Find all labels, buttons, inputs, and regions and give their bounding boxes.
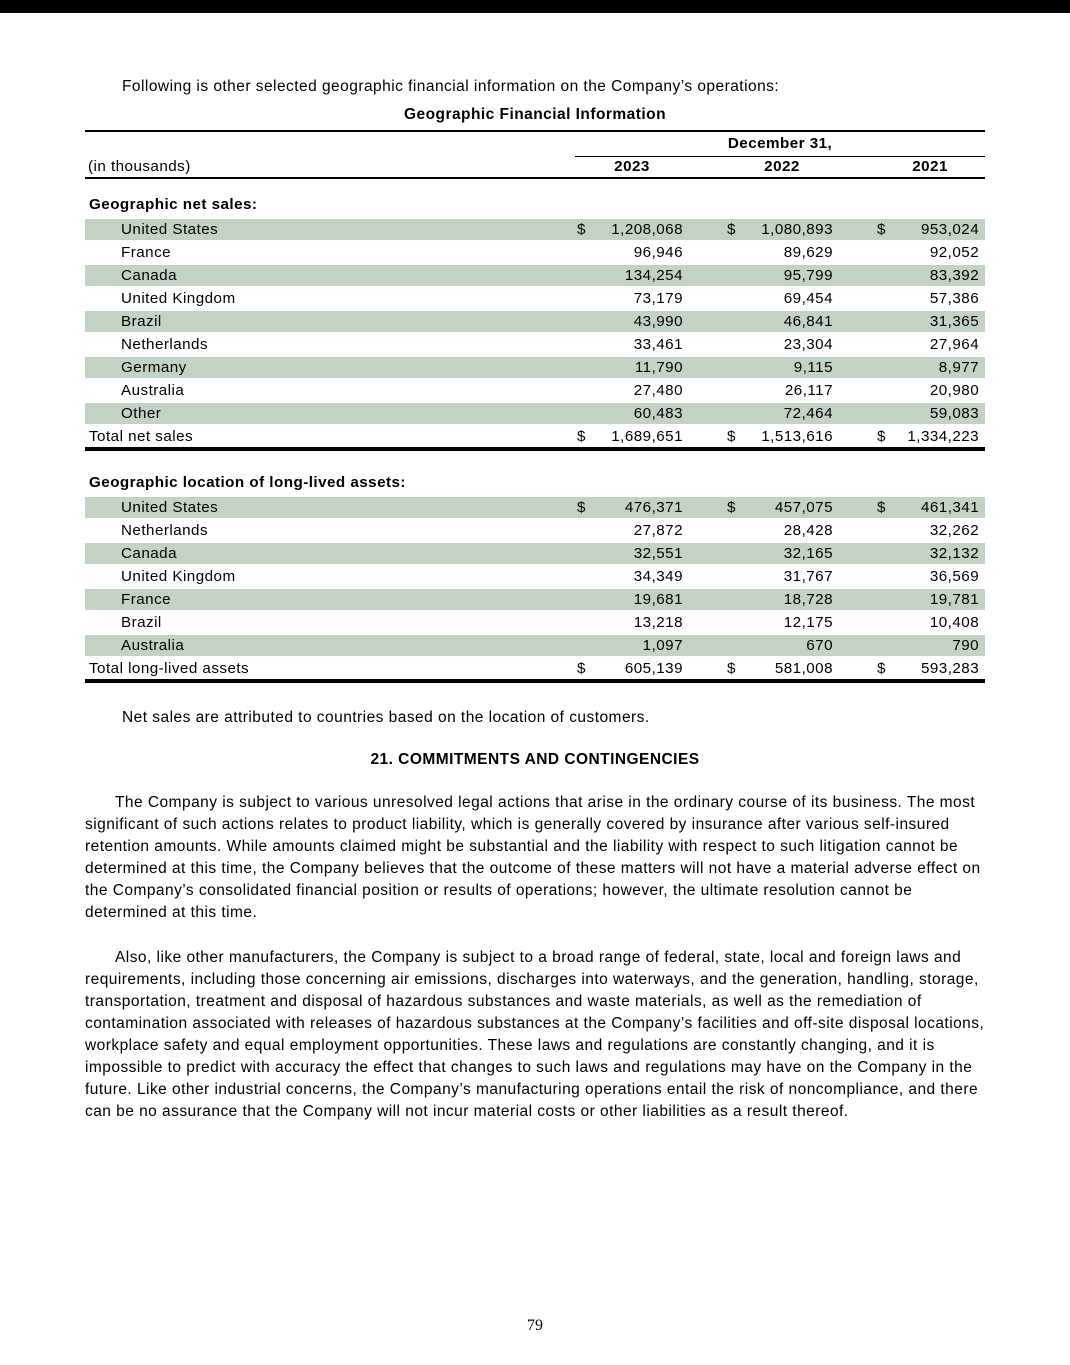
value-cell: 13,218: [633, 614, 683, 631]
dollar-sign-cell: [875, 542, 897, 565]
value-cell: 69,454: [783, 290, 833, 307]
dollar-sign-cell: [725, 402, 747, 425]
paragraph-1: The Company is subject to various unresolved legal actions that arise in the ordinary course of its business. The most significant of such actions relates to product liability, which is generally covered by insurance after various self-insured retention amounts. While amounts claimed might be substantial and the liability with respect to such litigation cannot be determined at this time, the Company believes that the outcome of these matters will not have a material adverse effect on the Company’s consolidated financial position or results of operations; however, the ultimate resolution cannot be determined at this time.: [85, 794, 981, 921]
total-row: [85, 425, 985, 449]
dollar-sign-cell: $: [575, 218, 597, 241]
gap-cell: [689, 657, 725, 681]
table-row: [85, 542, 985, 565]
row-label: Germany: [85, 356, 575, 379]
dollar-sign-cell: [725, 542, 747, 565]
dollar-sign-cell: [725, 611, 747, 634]
value-cell: 1,334,223: [897, 425, 985, 449]
dollar-sign-cell: [875, 310, 897, 333]
dollar-sign-cell: [725, 519, 747, 542]
gap-cell: [689, 379, 725, 402]
dollar-sign-cell: [875, 565, 897, 588]
value-cell: 34,349: [633, 568, 683, 585]
value-cell: 32,262: [929, 522, 980, 539]
value-cell: 73,179: [633, 290, 683, 307]
value-cell: 57,386: [929, 290, 980, 307]
empty-header-cell: [85, 131, 575, 156]
value-cell: 8,977: [897, 356, 985, 379]
gap-cell: [839, 333, 875, 356]
dollar-sign-cell: [725, 634, 747, 657]
value-cell: 790: [897, 634, 985, 657]
value-cell: 43,990: [597, 310, 689, 333]
section-label: Geographic location of long-lived assets:: [89, 474, 406, 491]
row-label: Netherlands: [121, 336, 209, 353]
dollar-sign-cell: [875, 634, 897, 657]
gap-cell: [839, 241, 875, 264]
value-cell: 20,980: [929, 382, 980, 399]
dollar-sign-cell: [875, 241, 897, 264]
value-cell: 461,341: [897, 496, 985, 519]
dollar-sign-cell: [875, 402, 897, 425]
value-cell: 27,872: [633, 522, 683, 539]
value-cell: 83,392: [897, 264, 985, 287]
intro-text: Following is other selected geographic financial information on the Company’s operations:: [122, 78, 780, 95]
year-header-2023: 2023: [575, 156, 689, 178]
dollar-sign-cell: $: [575, 496, 597, 519]
gap-cell: [689, 218, 725, 241]
dollar-sign-cell: [575, 565, 597, 588]
row-label: Canada: [85, 542, 575, 565]
gap-cell: [689, 565, 725, 588]
dollar-sign-cell: $: [875, 218, 897, 241]
gap-cell: [689, 425, 725, 449]
value-cell: 72,464: [747, 402, 839, 425]
table-row: [85, 402, 985, 425]
gap-cell: [839, 264, 875, 287]
value-cell: 953,024: [897, 218, 985, 241]
gap-cell: [689, 542, 725, 565]
dollar-sign-cell: [725, 333, 747, 356]
dollar-sign-cell: [875, 356, 897, 379]
dollar-sign-cell: [575, 379, 597, 402]
value-cell: 32,551: [597, 542, 689, 565]
spacer-cell: [85, 178, 985, 191]
table-row: [85, 310, 985, 333]
gap-cell: [689, 333, 725, 356]
gap-cell: [689, 287, 725, 310]
table-row: [85, 519, 985, 542]
value-cell: 670: [747, 634, 839, 657]
paragraph-2: Also, like other manufacturers, the Company is subject to a broad range of federal, state, local and foreign laws and requirements, including those concerning air emissions, discharges into waterways, and the generation, handling, storage, transportation, treatment and disposal of hazardous substances and waste materials, as well as the remediation of contamination associated with releases of hazardous substances at the Company’s facilities and off-site disposal locations, workplace safety and equal employment opportunities. These laws and regulations are constantly changing, and it is impossible to predict with accuracy the effect that changes to such laws and regulations may have on the Company in the future. Like other industrial concerns, the Company’s manufacturing operations entail the risk of noncompliance, and there can be no assurance that the Company will not incur material costs or other liabilities as a result thereof.: [85, 949, 985, 1120]
value-cell: 476,371: [597, 496, 689, 519]
table-row: [85, 287, 985, 310]
value-cell: 593,283: [897, 657, 985, 681]
gap-cell: [689, 156, 725, 178]
gap-cell: [839, 565, 875, 588]
value-cell: 32,132: [897, 542, 985, 565]
gap-cell: [839, 287, 875, 310]
dollar-sign-cell: [575, 287, 597, 310]
table-row: [85, 634, 985, 657]
gap-cell: [689, 402, 725, 425]
row-label: France: [121, 244, 172, 261]
value-cell: 1,689,651: [597, 425, 689, 449]
value-cell: 28,428: [783, 522, 833, 539]
dollar-sign-cell: $: [725, 657, 747, 681]
dollar-sign-cell: [725, 379, 747, 402]
value-cell: 457,075: [747, 496, 839, 519]
row-label: Brazil: [121, 614, 162, 631]
table-row: [85, 241, 985, 264]
gap-cell: [839, 218, 875, 241]
gap-cell: [839, 379, 875, 402]
value-cell: 605,139: [597, 657, 689, 681]
dollar-sign-cell: $: [575, 425, 597, 449]
gap-cell: [839, 356, 875, 379]
section-label-row: [85, 469, 985, 496]
dollar-sign-cell: [575, 402, 597, 425]
dollar-sign-cell: [575, 634, 597, 657]
gap-cell: [689, 588, 725, 611]
section-heading: 21. COMMITMENTS AND CONTINGENCIES: [370, 751, 700, 768]
value-cell: 10,408: [929, 614, 980, 631]
value-cell: 31,767: [783, 568, 833, 585]
value-cell: 581,008: [747, 657, 839, 681]
value-cell: 95,799: [747, 264, 839, 287]
year-header-2021: 2021: [875, 156, 985, 178]
gap-cell: [689, 496, 725, 519]
value-cell: 19,781: [897, 588, 985, 611]
dollar-sign-cell: $: [875, 496, 897, 519]
gap-cell: [839, 657, 875, 681]
row-label: United Kingdom: [121, 290, 236, 307]
spacer-row: [85, 449, 985, 469]
dollar-sign-cell: [725, 264, 747, 287]
dollar-sign-cell: [875, 333, 897, 356]
table-row: [85, 218, 985, 241]
value-cell: 134,254: [597, 264, 689, 287]
gap-cell: [689, 519, 725, 542]
dollar-sign-cell: [875, 264, 897, 287]
gap-cell: [839, 496, 875, 519]
gap-cell: [839, 634, 875, 657]
row-label: Australia: [85, 634, 575, 657]
dollar-sign-cell: [575, 356, 597, 379]
geographic-financial-table: [85, 130, 985, 683]
dollar-sign-cell: [725, 241, 747, 264]
value-cell: 1,513,616: [747, 425, 839, 449]
table-years-header-row: [85, 156, 985, 178]
note-text: Net sales are attributed to countries based on the location of customers.: [122, 709, 650, 726]
value-cell: 32,165: [747, 542, 839, 565]
dollar-sign-cell: [575, 542, 597, 565]
gap-cell: [839, 519, 875, 542]
dollar-sign-cell: $: [725, 425, 747, 449]
table-row: [85, 264, 985, 287]
gap-cell: [839, 310, 875, 333]
page-content: [0, 78, 1070, 1123]
dollar-sign-cell: [575, 611, 597, 634]
value-cell: 89,629: [783, 244, 833, 261]
gap-cell: [689, 634, 725, 657]
gap-cell: [689, 611, 725, 634]
value-cell: 26,117: [784, 382, 833, 399]
value-cell: 36,569: [929, 568, 980, 585]
value-cell: 33,461: [633, 336, 683, 353]
table-row: [85, 379, 985, 402]
total-label: Total long-lived assets: [85, 657, 575, 681]
gap-cell: [839, 542, 875, 565]
total-label: Total net sales: [85, 425, 575, 449]
table-row: [85, 565, 985, 588]
section-label: Geographic net sales:: [89, 196, 258, 213]
dollar-sign-cell: [875, 379, 897, 402]
value-cell: 31,365: [897, 310, 985, 333]
spacer-cell: [85, 449, 985, 469]
dollar-sign-cell: [575, 264, 597, 287]
table-row: [85, 356, 985, 379]
dollar-sign-cell: $: [875, 425, 897, 449]
gap-cell: [689, 356, 725, 379]
value-cell: 18,728: [747, 588, 839, 611]
row-label: United Kingdom: [121, 568, 236, 585]
gap-cell: [839, 402, 875, 425]
date-header: December 31,: [575, 131, 985, 156]
table-row: [85, 333, 985, 356]
dollar-sign-cell: [875, 519, 897, 542]
row-label: Brazil: [85, 310, 575, 333]
value-cell: 27,964: [929, 336, 980, 353]
total-row: [85, 657, 985, 681]
gap-cell: [689, 264, 725, 287]
dollar-sign-cell: [725, 565, 747, 588]
gap-cell: [839, 611, 875, 634]
dollar-sign-cell: $: [725, 496, 747, 519]
gap-cell: [839, 425, 875, 449]
value-cell: 12,175: [783, 614, 833, 631]
gap-cell: [689, 241, 725, 264]
dollar-sign-cell: $: [575, 657, 597, 681]
dollar-sign-cell: [575, 519, 597, 542]
dollar-sign-cell: $: [875, 657, 897, 681]
value-cell: 19,681: [597, 588, 689, 611]
value-cell: 96,946: [633, 244, 683, 261]
dollar-sign-cell: [875, 611, 897, 634]
value-cell: 23,304: [783, 336, 833, 353]
row-label: Canada: [85, 264, 575, 287]
value-cell: 46,841: [747, 310, 839, 333]
dollar-sign-cell: [575, 588, 597, 611]
gap-cell: [689, 310, 725, 333]
value-cell: 59,083: [897, 402, 985, 425]
value-cell: 1,208,068: [597, 218, 689, 241]
dollar-sign-cell: [875, 588, 897, 611]
page-number: 79: [527, 1317, 543, 1334]
scan-edge-bar: [0, 0, 1070, 13]
table-title: Geographic Financial Information: [403, 106, 667, 123]
table-row: [85, 588, 985, 611]
dollar-sign-cell: [725, 310, 747, 333]
value-cell: 27,480: [633, 382, 683, 399]
dollar-sign-cell: [725, 356, 747, 379]
spacer-row: [85, 178, 985, 191]
year-header-2022: 2022: [725, 156, 839, 178]
dollar-sign-cell: [575, 310, 597, 333]
row-label: Australia: [121, 382, 185, 399]
row-label: Netherlands: [121, 522, 209, 539]
dollar-sign-cell: [725, 588, 747, 611]
table-row: [85, 496, 985, 519]
gap-cell: [839, 588, 875, 611]
section-label-row: [85, 191, 985, 218]
table-row: [85, 611, 985, 634]
row-label: France: [85, 588, 575, 611]
value-cell: 1,097: [597, 634, 689, 657]
value-cell: 11,790: [597, 356, 689, 379]
dollar-sign-cell: [875, 287, 897, 310]
units-label: (in thousands): [85, 156, 575, 178]
row-label: United States: [85, 218, 575, 241]
value-cell: 92,052: [929, 244, 980, 261]
row-label: Other: [85, 402, 575, 425]
gap-cell: [839, 156, 875, 178]
row-label: United States: [85, 496, 575, 519]
table-date-header-row: [85, 131, 985, 156]
dollar-sign-cell: [575, 333, 597, 356]
value-cell: 9,115: [747, 356, 839, 379]
dollar-sign-cell: $: [725, 218, 747, 241]
value-cell: 60,483: [597, 402, 689, 425]
value-cell: 1,080,893: [747, 218, 839, 241]
dollar-sign-cell: [725, 287, 747, 310]
dollar-sign-cell: [575, 241, 597, 264]
